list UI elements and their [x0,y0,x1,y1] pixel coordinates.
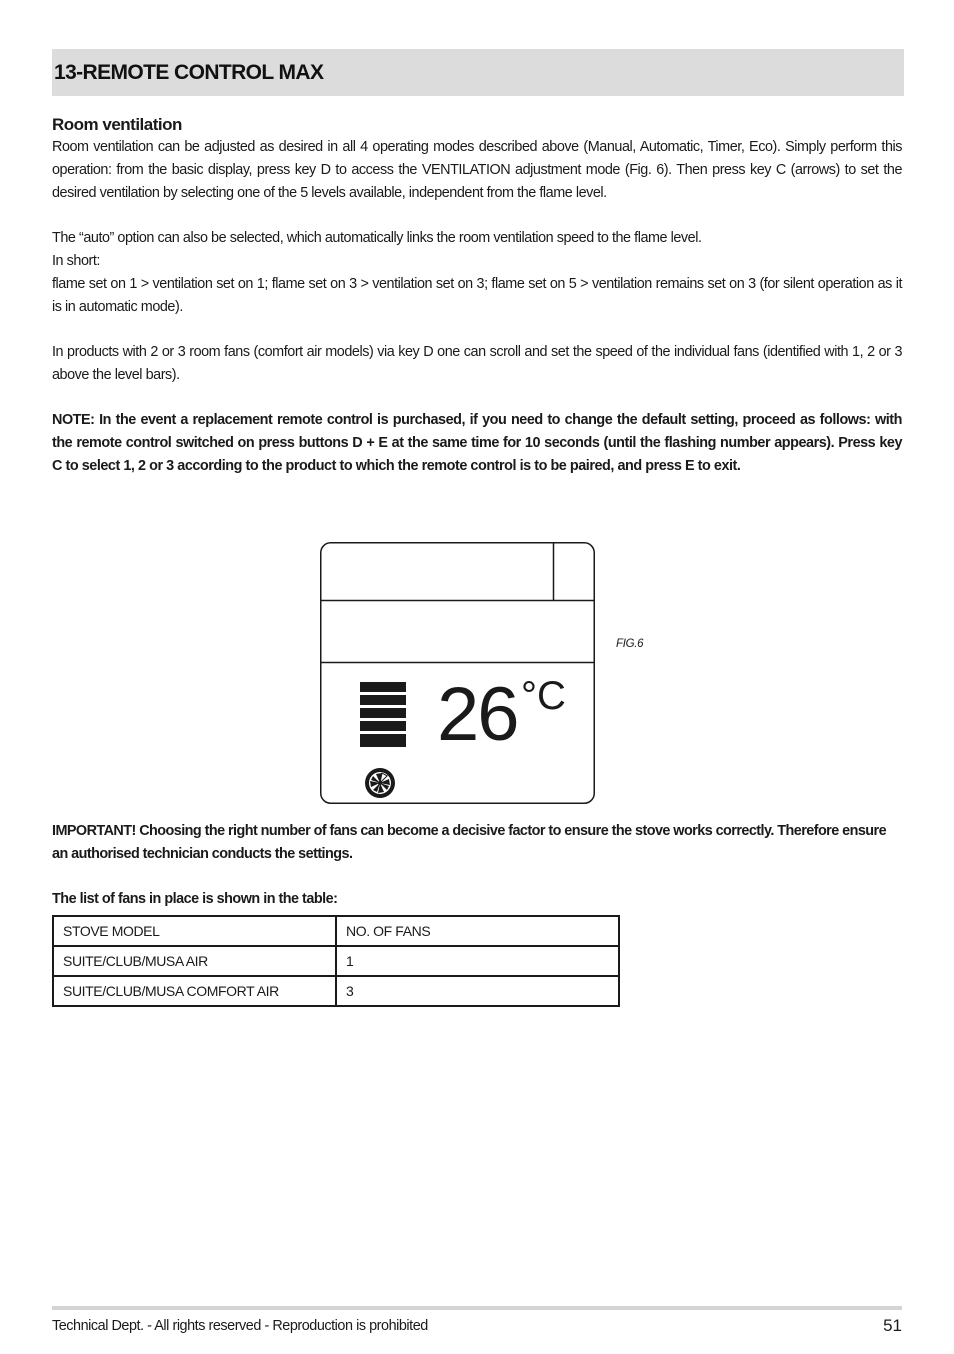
level-bar-5 [360,682,406,692]
important-notice: IMPORTANT! Choosing the right number of fans can become a decisive factor to ensure the stove works correctly. Therefore ensure an authorised technician conducts the settings. [52,823,887,862]
main-content [52,114,902,478]
paragraph-auto-option: The “auto” option can also be selected, which automatically links the room ventilation speed to the flame level. [52,230,702,246]
table-row [53,946,619,976]
level-bar-1 [360,734,406,747]
paragraph-flame-settings: flame set on 1 > ventilation set on 1; flame set on 3 > ventilation set on 3; flame set on 5 > ventilation remains set on 3 (for silent operation as it is in automatic mode). [52,276,902,315]
page-title: 13-REMOTE CONTROL MAX [54,61,324,84]
fan-icon [365,768,395,798]
temperature-unit: °C [521,674,566,718]
level-bar-2 [360,721,406,731]
ventilation-level-bars [360,682,406,747]
table-row [53,976,619,1006]
footer-copyright: Technical Dept. - All rights reserved - Reproduction is prohibited [52,1318,428,1334]
paragraph-ventilation-intro: Room ventilation can be adjusted as desired in all 4 operating modes described above (Manual, Automatic, Timer, Eco). Simply perform this operation: from the basic display, press key D to access the VENTILATION adjustment mode (Fig. 6). Then press key C (arrows) to set the desired ventilation by selecting one of the 5 levels available, independent from the flame level. [52,139,902,201]
cell-no-of-fans: 1 [336,946,619,976]
figure-label: FIG.6 [616,638,644,650]
table-caption: The list of fans in place is shown in the table: [52,891,338,907]
level-bar-3 [360,708,406,718]
fans-table [52,915,620,1007]
level-bar-4 [360,695,406,705]
temperature-value: 26 [437,672,518,757]
cell-stove-model: SUITE/CLUB/MUSA AIR [53,946,336,976]
cell-stove-model: SUITE/CLUB/MUSA COMFORT AIR [53,976,336,1006]
section-header [52,49,904,96]
section-heading: Room ventilation [52,115,182,134]
header-no-of-fans: NO. OF FANS [336,916,619,946]
cell-no-of-fans: 3 [336,976,619,1006]
page-number: 51 [883,1316,902,1335]
paragraph-in-short: In short: [52,253,100,269]
table-header-row [53,916,619,946]
footer-divider [52,1306,902,1310]
paragraph-comfort-air: In products with 2 or 3 room fans (comfort air models) via key D one can scroll and set the speed of the individual fans (identified with 1, 2 or 3 above the level bars). [52,344,902,383]
note-paragraph: NOTE: In the event a replacement remote control is purchased, if you need to change the default setting, proceed as follows: with the remote control switched on press buttons D + E at the same time for 10 seconds (until the flashing number appears). Press key C to select 1, 2 or 3 according to the product to which the remote control is to be paired, and press E to exit. [52,412,902,474]
header-stove-model: STOVE MODEL [53,916,336,946]
